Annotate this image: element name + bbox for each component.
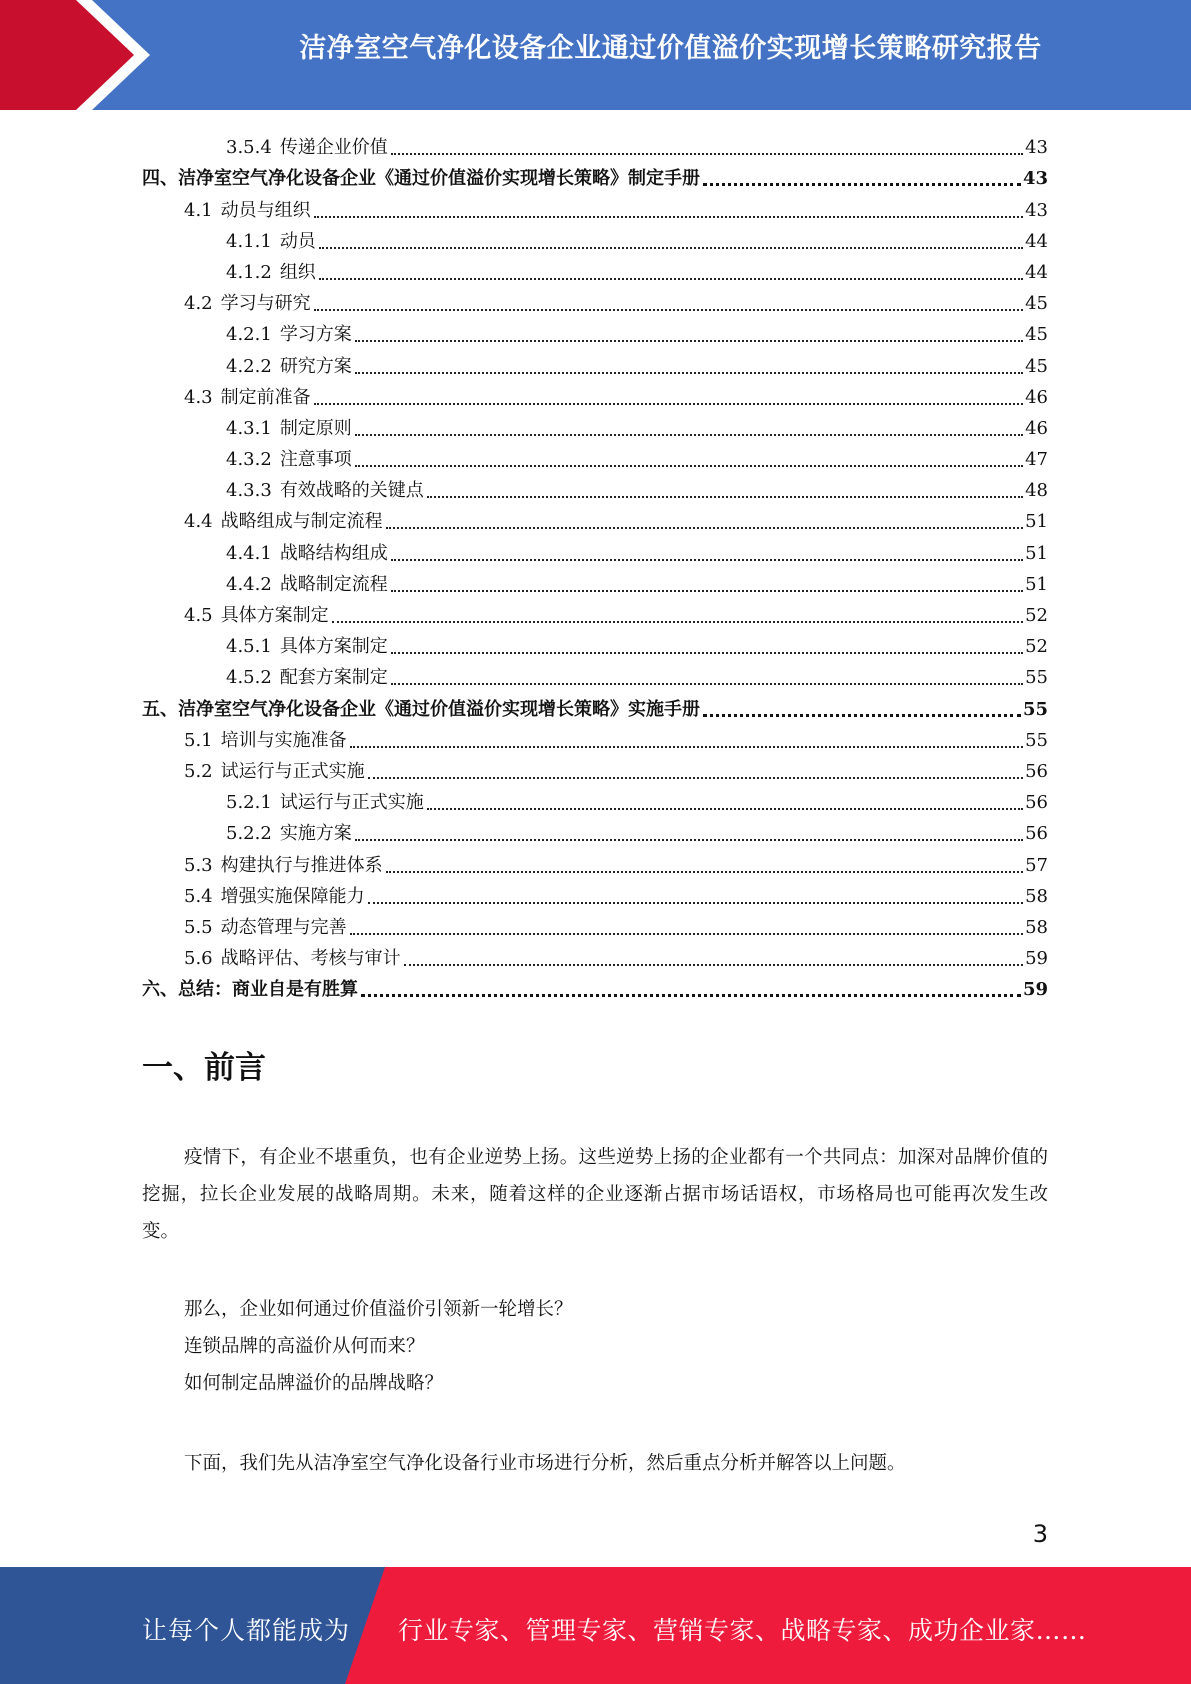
toc-page-number: 55 (1025, 667, 1048, 689)
toc-page-number: 56 (1025, 760, 1048, 782)
toc-dot-leader (703, 182, 1021, 186)
toc-entry-number: 5.6 (184, 948, 213, 970)
toc-page-number: 46 (1025, 386, 1048, 408)
toc-entry-label (226, 574, 388, 596)
toc-entry-label (226, 667, 388, 689)
toc-dot-leader (314, 215, 1023, 218)
toc-entry-text: 试运行与正式实施 (220, 760, 365, 782)
toc-entry-text: 制定前准备 (220, 386, 311, 408)
toc-entry[interactable] (142, 565, 1048, 596)
toc-entry-text: 制定原则 (279, 417, 352, 439)
toc-entry[interactable] (142, 845, 1048, 876)
toc-page-number: 44 (1025, 261, 1048, 283)
toc-page-number: 46 (1025, 417, 1048, 439)
toc-dot-leader (350, 932, 1023, 935)
toc-entry-text: 五、洁净室空气净化设备企业《通过价值溢价实现增长策略》实施手册 (142, 698, 700, 720)
toc-dot-leader (391, 558, 1023, 561)
toc-entry[interactable] (142, 783, 1048, 814)
toc-page-number: 55 (1022, 698, 1048, 720)
toc-dot-leader (314, 308, 1023, 311)
toc-entry-label (226, 324, 352, 346)
toc-entry-label (226, 480, 424, 502)
question-item: 连锁品牌的高溢价从何而来？ (184, 1336, 425, 1357)
toc-page-number: 59 (1025, 948, 1048, 970)
toc-dot-leader (332, 620, 1023, 623)
footer-slogan-left: 让每个人都能成为 (142, 1616, 351, 1645)
toc-entry-label (184, 886, 365, 908)
toc-entry-text: 战略制定流程 (279, 573, 388, 595)
toc-entry-number: 5.2 (184, 760, 213, 782)
toc-entry-label (184, 917, 347, 939)
toc-dot-leader (319, 246, 1023, 249)
toc-dot-leader (703, 713, 1021, 717)
toc-entry-text: 战略组成与制定流程 (220, 511, 383, 533)
toc-entry-label (184, 730, 347, 752)
toc-entry-number: 4.3.2 (226, 449, 272, 471)
toc-entry[interactable] (142, 533, 1048, 564)
toc-entry-number: 5.2.1 (226, 792, 272, 814)
toc-page-number: 45 (1025, 293, 1048, 315)
toc-dot-leader (386, 526, 1023, 529)
toc-entry-text: 研究方案 (279, 355, 352, 377)
toc-entry[interactable] (142, 378, 1048, 409)
toc-entry-number: 4.3.1 (226, 417, 272, 439)
toc-entry[interactable] (142, 596, 1048, 627)
toc-entry[interactable] (142, 627, 1048, 658)
question-item: 那么，企业如何通过价值溢价引领新一轮增长？ (184, 1299, 573, 1320)
toc-entry-text: 构建执行与推进体系 (220, 854, 383, 876)
toc-entry-text: 六、总结：商业自是有胜算 (142, 979, 358, 1001)
intro-paragraph: 疫情下，有企业不堪重负，也有企业逆势上扬。这些逆势上扬的企业都有一个共同点：加深对品牌价值的挖掘，拉长企业发展的战略周期。未来，随着这样的企业逐渐占据市场话语权，市场格局也可能再次发生改变。 (142, 1147, 1048, 1242)
toc-entry-number: 4.2.1 (226, 324, 272, 346)
toc-page-number: 51 (1025, 511, 1048, 533)
toc-dot-leader (427, 807, 1023, 810)
toc-entry-label (226, 792, 424, 814)
toc-entry-label (184, 761, 365, 783)
toc-entry[interactable] (142, 658, 1048, 689)
toc-entry-label (142, 979, 358, 1001)
toc-entry-text: 具体方案制定 (220, 605, 329, 626)
toc-entry[interactable] (142, 939, 1048, 970)
toc-dot-leader (355, 371, 1023, 374)
toc-entry-number: 5.4 (184, 885, 213, 907)
toc-entry-label (184, 605, 329, 627)
toc-entry-number: 4.4.2 (226, 573, 272, 595)
toc-entry-number: 4.1.1 (226, 230, 272, 252)
toc-page-number: 47 (1025, 449, 1048, 471)
toc-entry-label (226, 231, 316, 253)
toc-entry-number: 4.5.2 (226, 667, 272, 689)
toc-entry-text: 战略评估、考核与审计 (220, 948, 401, 970)
toc-dot-leader (355, 464, 1023, 467)
toc-dot-leader (355, 339, 1023, 342)
toc-entry-number: 4.4 (184, 511, 213, 533)
toc-page-number: 55 (1025, 729, 1048, 751)
toc-entry[interactable] (142, 721, 1048, 752)
toc-entry-label (226, 449, 352, 471)
toc-entry-label (226, 543, 388, 565)
toc-entry[interactable] (142, 409, 1048, 440)
toc-entry[interactable] (142, 253, 1048, 284)
toc-dot-leader (391, 651, 1023, 654)
footer-slogan-right: 行业专家、管理专家、营销专家、战略专家、成功企业家…… (398, 1616, 1087, 1645)
toc-entry[interactable] (142, 471, 1048, 502)
toc-entry-number: 5.5 (184, 916, 213, 938)
toc-dot-leader (368, 901, 1023, 904)
toc-entry-text: 动员与组织 (220, 199, 311, 221)
toc-entry-text: 传递企业价值 (279, 137, 388, 159)
toc-entry[interactable] (142, 222, 1048, 253)
toc-entry[interactable] (142, 689, 1048, 720)
toc-page-number: 43 (1025, 137, 1048, 159)
toc-page-number: 52 (1025, 605, 1048, 626)
question-list (184, 1291, 573, 1402)
toc-page-number: 56 (1025, 792, 1048, 814)
footer-banner (0, 1567, 1191, 1684)
toc-entry-label (142, 699, 700, 721)
toc-entry[interactable] (142, 284, 1048, 315)
toc-entry-number: 4.5.1 (226, 636, 272, 658)
toc-entry[interactable] (142, 440, 1048, 471)
toc-entry-label (184, 387, 311, 409)
toc-entry[interactable] (142, 128, 1048, 159)
toc-entry-text: 四、洁净室空气净化设备企业《通过价值溢价实现增长策略》制定手册 (142, 168, 700, 190)
toc-entry-text: 有效战略的关键点 (279, 480, 424, 502)
toc-entry-label (226, 137, 388, 159)
toc-entry-number: 4.1 (184, 199, 213, 221)
toc-entry-label (226, 356, 352, 378)
toc-entry-number: 5.1 (184, 729, 213, 751)
toc-entry-number: 5.2.2 (226, 823, 272, 845)
toc-entry-text: 具体方案制定 (279, 636, 388, 658)
report-title: 洁净室空气净化设备企业通过价值溢价实现增长策略研究报告 (299, 33, 1042, 64)
toc-entry-text: 组织 (279, 261, 316, 283)
toc-entry-text: 动员 (279, 230, 316, 252)
toc-page-number: 48 (1025, 480, 1048, 502)
toc-entry[interactable] (142, 908, 1048, 939)
toc-page-number: 59 (1022, 979, 1048, 1001)
toc-dot-leader (314, 402, 1023, 405)
toc-entry-label (226, 823, 352, 845)
toc-entry-number: 4.4.1 (226, 542, 272, 564)
toc-dot-leader (319, 277, 1023, 280)
toc-entry-number: 4.3 (184, 386, 213, 408)
toc-entry-text: 试运行与正式实施 (279, 792, 424, 814)
toc-dot-leader (361, 993, 1021, 997)
toc-dot-leader (386, 870, 1023, 873)
toc-entry-label (184, 511, 383, 533)
toc-page-number: 43 (1022, 168, 1048, 190)
toc-entry-number: 4.1.2 (226, 261, 272, 283)
toc-page-number: 52 (1025, 636, 1048, 658)
toc-entry[interactable] (142, 159, 1048, 190)
toc-entry[interactable] (142, 970, 1048, 1001)
toc-entry-number: 4.5 (184, 605, 213, 626)
toc-dot-leader (391, 682, 1023, 685)
toc-entry[interactable] (142, 502, 1048, 533)
toc-page-number: 51 (1025, 542, 1048, 564)
toc-entry-text: 战略结构组成 (279, 542, 388, 564)
toc-page-number: 45 (1025, 355, 1048, 377)
toc-entry-number: 4.3.3 (226, 480, 272, 502)
toc-entry[interactable] (142, 814, 1048, 845)
toc-entry-text: 学习方案 (279, 324, 352, 346)
toc-entry-number: 5.3 (184, 854, 213, 876)
closing-paragraph: 下面，我们先从洁净室空气净化设备行业市场进行分析，然后重点分析并解答以上问题。 (184, 1453, 906, 1474)
question-item: 如何制定品牌溢价的品牌战略？ (184, 1373, 444, 1394)
toc-page-number: 43 (1025, 199, 1048, 221)
toc-entry[interactable] (142, 346, 1048, 377)
toc-dot-leader (404, 963, 1023, 966)
toc-entry-text: 动态管理与完善 (220, 916, 347, 938)
toc-page-number: 58 (1025, 885, 1048, 907)
toc-page-number: 56 (1025, 823, 1048, 845)
toc-entry-text: 注意事项 (279, 449, 352, 471)
toc-entry[interactable] (142, 877, 1048, 908)
toc-entry-label (226, 636, 388, 658)
toc-entry-label (184, 200, 311, 222)
toc-dot-leader (350, 745, 1023, 748)
toc-entry[interactable] (142, 315, 1048, 346)
toc-page-number: 57 (1025, 854, 1048, 876)
toc-entry-label (226, 262, 316, 284)
toc-entry-number: 3.5.4 (226, 137, 272, 159)
toc-dot-leader (427, 495, 1023, 498)
header-banner (0, 0, 1191, 110)
toc-dot-leader (391, 589, 1023, 592)
toc-entry[interactable] (142, 190, 1048, 221)
header-chevron-decoration (0, 0, 150, 110)
toc-page-number: 58 (1025, 916, 1048, 938)
toc-dot-leader (355, 838, 1023, 841)
toc-dot-leader (355, 433, 1023, 436)
toc-entry-text: 实施方案 (279, 823, 352, 845)
toc-entry-text: 配套方案制定 (279, 667, 388, 689)
toc-dot-leader (391, 152, 1023, 155)
toc-entry-text: 学习与研究 (220, 293, 311, 315)
toc-entry-label (142, 168, 700, 190)
toc-entry-label (226, 418, 352, 440)
toc-entry-number: 4.2.2 (226, 355, 272, 377)
toc-page-number: 44 (1025, 230, 1048, 252)
toc-dot-leader (368, 776, 1023, 779)
toc-entry-text: 增强实施保障能力 (220, 885, 365, 907)
toc-entry-text: 培训与实施准备 (220, 729, 347, 751)
toc-entry-label (184, 948, 401, 970)
toc-entry[interactable] (142, 752, 1048, 783)
section-heading: 一、前言 (142, 1050, 266, 1086)
toc-entry-number: 4.2 (184, 293, 213, 315)
toc-entry-label (184, 293, 311, 315)
toc-entry-label (184, 855, 383, 877)
toc-page-number: 45 (1025, 324, 1048, 346)
toc-page-number: 51 (1025, 573, 1048, 595)
page-number: 3 (1032, 1520, 1048, 1548)
table-of-contents (142, 128, 1048, 1001)
